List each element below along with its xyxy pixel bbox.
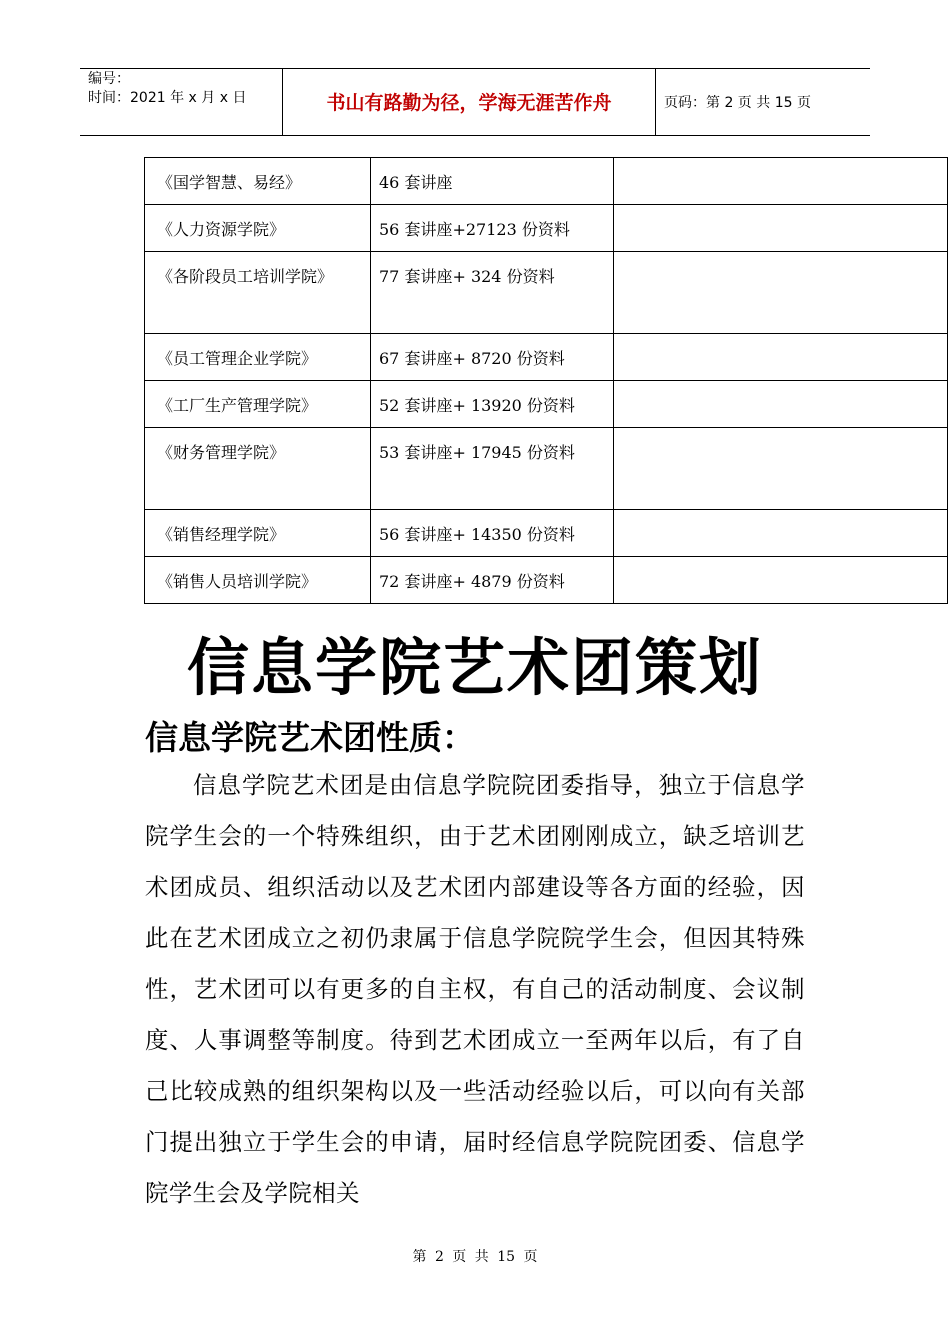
table-row — [145, 510, 948, 557]
course-name: 《各阶段员工培训学院》 — [145, 252, 371, 334]
table-row — [145, 158, 948, 205]
course-extra — [614, 381, 948, 428]
header-number-label: 编号： — [88, 71, 130, 87]
course-extra — [614, 334, 948, 381]
table-row — [145, 252, 948, 334]
course-content: 56 套讲座+ 14350 份资料 — [371, 510, 614, 557]
course-extra — [614, 252, 948, 334]
course-content: 67 套讲座+ 8720 份资料 — [371, 334, 614, 381]
course-name: 《员工管理企业学院》 — [145, 334, 371, 381]
header-left-block — [88, 70, 278, 108]
course-name: 《销售经理学院》 — [145, 510, 371, 557]
body-paragraph: 信息学院艺术团是由信息学院院团委指导，独立于信息学院学生会的一个特殊组织，由于艺术团刚刚成立，缺乏培训艺术团成员、组织活动以及艺术团内部建设等各方面的经验，因此在艺术团成立之初仍隶属于信息学院院学生会，但因其特殊性，艺术团可以有更多的自主权，有自己的活动制度、会议制度、人事调整等制度。待到艺术团成立一至两年以后，有了自己比较成熟的组织架构以及一些活动经验以后，可以向有关部门提出独立于学生会的申请，届时经信息学院院团委、信息学院学生会及学院相关 — [145, 771, 805, 1207]
table-row — [145, 334, 948, 381]
header-top-rule — [80, 68, 870, 69]
course-content: 52 套讲座+ 13920 份资料 — [371, 381, 614, 428]
header-date-label: 时间：2021 年 x 月 x 日 — [88, 90, 247, 106]
table-row — [145, 205, 948, 252]
table-row — [145, 381, 948, 428]
course-extra — [614, 510, 948, 557]
course-name: 《财务管理学院》 — [145, 428, 371, 510]
header-divider-right — [655, 68, 656, 135]
course-name: 《工厂生产管理学院》 — [145, 381, 371, 428]
course-content: 56 套讲座+27123 份资料 — [371, 205, 614, 252]
header-bottom-rule — [80, 135, 870, 136]
table-row — [145, 557, 948, 604]
course-table — [144, 157, 948, 604]
section-heading: 信息学院艺术团性质： — [145, 718, 475, 757]
course-content: 53 套讲座+ 17945 份资料 — [371, 428, 614, 510]
document-title: 信息学院艺术团策划 — [186, 631, 763, 704]
course-name: 《人力资源学院》 — [145, 205, 371, 252]
course-content: 77 套讲座+ 324 份资料 — [371, 252, 614, 334]
course-content: 72 套讲座+ 4879 份资料 — [371, 557, 614, 604]
page-footer: 第 2 页 共 15 页 — [412, 1249, 538, 1265]
course-extra — [614, 205, 948, 252]
course-extra — [614, 158, 948, 205]
course-extra — [614, 557, 948, 604]
course-extra — [614, 428, 948, 510]
course-name: 《销售人员培训学院》 — [145, 557, 371, 604]
header-motto: 书山有路勤为径，学海无涯苦作舟 — [326, 92, 612, 114]
course-content: 46 套讲座 — [371, 158, 614, 205]
course-name: 《国学智慧、易经》 — [145, 158, 371, 205]
header-page-info: 页码：第 2 页 共 15 页 — [664, 95, 811, 111]
table-row — [145, 428, 948, 510]
